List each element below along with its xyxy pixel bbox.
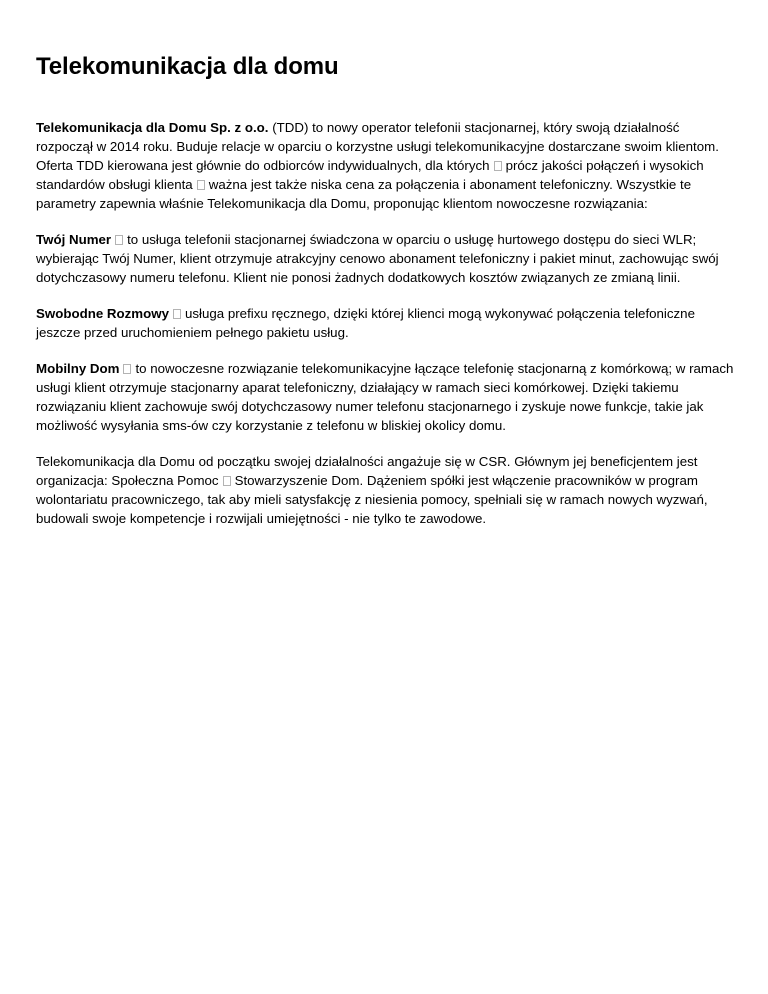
- missing-glyph-icon: [115, 235, 123, 245]
- service-name: Twój Numer: [36, 232, 112, 247]
- service-description: usługa prefixu ręcznego, dzięki której klienci mogą wykonywać połączenia telefoniczne jeszcze przed uruchomieniem pełnego pakietu usług.: [36, 306, 695, 340]
- missing-glyph-icon: [123, 364, 131, 374]
- intro-text-2: prócz jakości połączeń i wysokich standardów obsługi klienta: [36, 158, 704, 192]
- intro-text-3: ważna jest także niska cena za połączenia i abonament telefoniczny. Wszystkie te parametry zapewnia właśnie Telekomunikacja dla Domu, proponując klientom nowoczesne rozwiązania:: [36, 177, 692, 211]
- service-name: Mobilny Dom: [36, 361, 120, 376]
- missing-glyph-icon: [494, 161, 502, 171]
- service-description: to usługa telefonii stacjonarnej świadczona w oparciu o usługę hurtowego dostępu do sieci WLR; wybierając Twój Numer, klient otrzymuje atrakcyjny cenowo abonament telefoniczny i pakiet minut, zachowując swój dotychczasowy numeru telefonu. Klient nie ponosi żadnych dodatkowych kosztów związanych ze zmianą linii.: [36, 232, 719, 285]
- service-description: to nowoczesne rozwiązanie telekomunikacyjne łączące telefonię stacjonarną z komórkową; w ramach usługi klient otrzymuje stacjonarny aparat telefoniczny, działający w ramach sieci komórkowej. Dzięki takiemu rozwiązaniu klient zachowuje swój dotychczasowy numer telefonu stacjonarnego i zyskuje nowe funkcje, takie jak możliwość wysyłania sms-ów czy korzystanie z telefonu w bliskiej okolicy domu.: [36, 361, 734, 433]
- service-name: Swobodne Rozmowy: [36, 306, 169, 321]
- intro-paragraph: [36, 118, 736, 213]
- csr-text-2: Stowarzyszenie Dom. Dążeniem spółki jest włączenie pracowników w program wolontariatu pracowniczego, tak aby mieli satysfakcję z niesienia pomocy, spełniali się w ramach nowych wyzwań, budowali swoje kompetencje i rozwijali umiejętności - nie tylko te zawodowe.: [36, 473, 708, 526]
- company-name: Telekomunikacja dla Domu Sp. z o.o.: [36, 120, 269, 135]
- service-paragraph-swobodne-rozmowy: [36, 304, 736, 342]
- service-paragraph-twoj-numer: [36, 230, 736, 287]
- missing-glyph-icon: [223, 476, 231, 486]
- page-title: Telekomunikacja dla domu: [36, 53, 339, 80]
- csr-text-1: Telekomunikacja dla Domu od początku swojej działalności angażuje się w CSR. Głównym jej beneficjentem jest organizacja: Społeczna Pomoc: [36, 454, 698, 488]
- document-page: [36, 52, 736, 545]
- csr-paragraph: [36, 452, 736, 528]
- service-paragraph-mobilny-dom: [36, 359, 736, 435]
- missing-glyph-icon: [197, 180, 205, 190]
- intro-text-1: (TDD) to nowy operator telefonii stacjonarnej, który swoją działalność rozpoczął w 2014 roku. Buduje relacje w oparciu o korzystne usługi telekomunikacyjne dostarczane swoim klientom. Oferta TDD kierowana jest głównie do odbiorców indywidualnych, dla których: [36, 120, 719, 173]
- missing-glyph-icon: [173, 309, 181, 319]
